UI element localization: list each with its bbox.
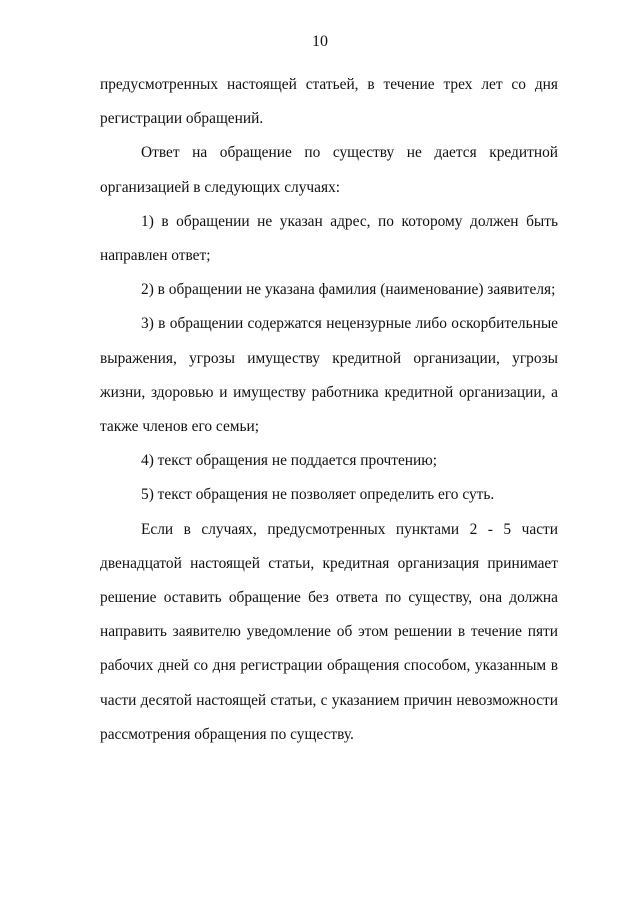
page-number: 10 [312,33,328,50]
paragraph-continuation: предусмотренных настоящей статьей, в течение трех лет со дня регистрации обращений. [100,76,558,128]
list-item-2: 2) в обращении не указана фамилия (наименование) заявителя; [141,281,556,299]
paragraph-no-answer-cases: Ответ на обращение по существу не дается кредитной организацией в следующих случаях: [100,144,558,196]
paragraph-notification: Если в случаях, предусмотренных пунктами 2 - 5 части двенадцатой настоящей статьи, кредитная организация принимает решение оставить обращение без ответа по существу, она должна направить заявителю уведомление об этом решении в течение пяти рабочих дней со дня регистрации обращения способом, указанным в части десятой настоящей статьи, с указанием причин невозможности рассмотрения обращения по существу. [100,520,558,743]
list-item-4: 4) текст обращения не поддается прочтению; [141,452,438,470]
list-item-1: 1) в обращении не указан адрес, по которому должен быть направлен ответ; [100,212,558,265]
document-body [100,68,558,752]
list-item-3: 3) в обращении содержатся нецензурные либо оскорбительные выражения, угрозы имуществу кредитной организации, угрозы жизни, здоровью и имуществу работника кредитной организации, а также членов его семьи; [100,315,558,436]
list-item-5: 5) текст обращения не позволяет определить его суть. [141,486,495,504]
